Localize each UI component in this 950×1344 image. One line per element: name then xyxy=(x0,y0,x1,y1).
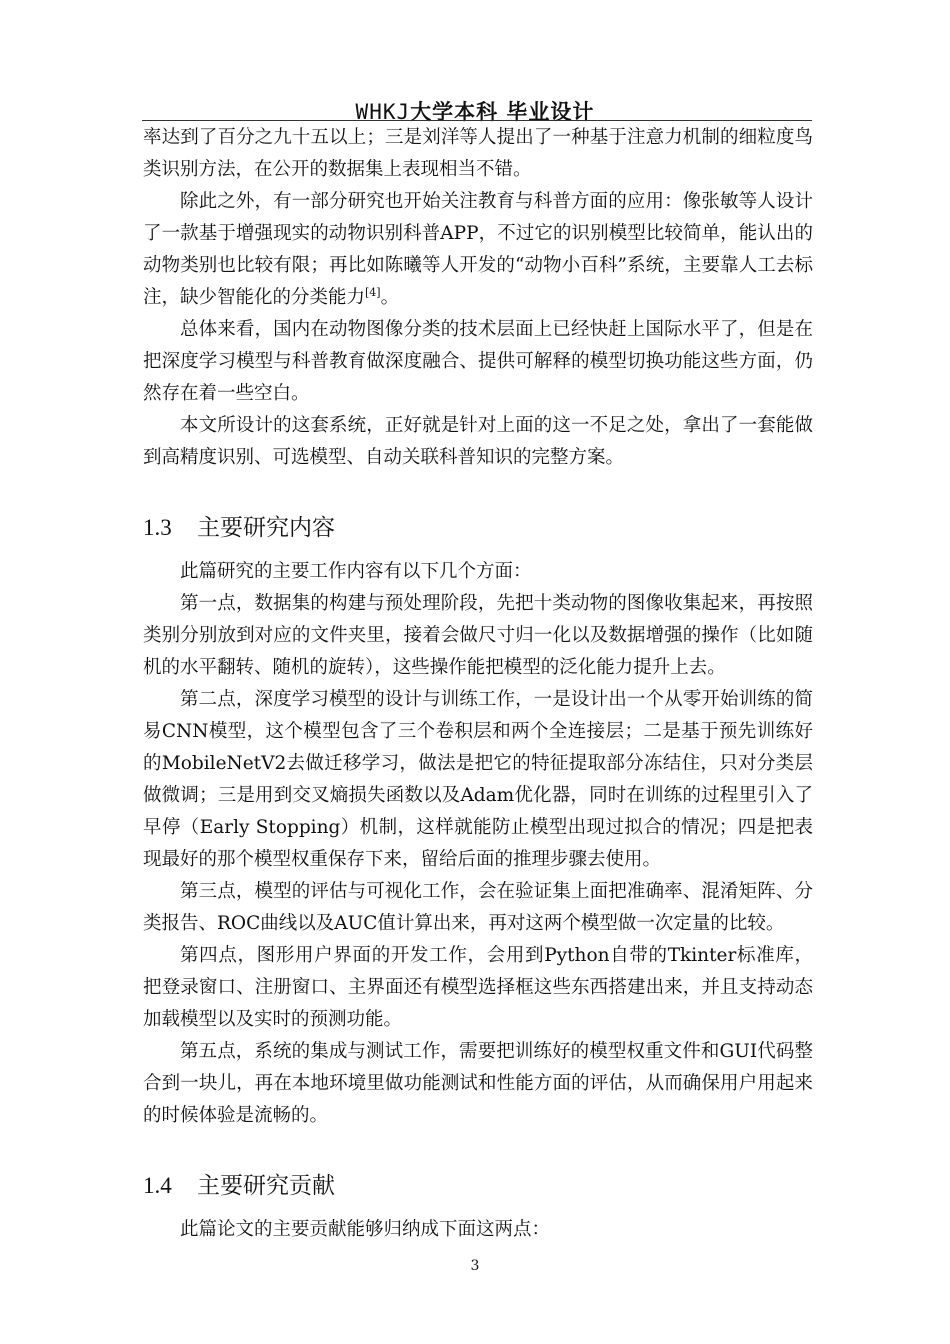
paragraph: 第三点，模型的评估与可视化工作，会在验证集上面把准确率、混淆矩阵、分类报告、ROC曲线以及AUC值计算出来，再对这两个模型做一次定量的比较。 xyxy=(143,881,813,934)
paragraph: 本文所设计的这套系统，正好就是针对上面的这一不足之处，拿出了一套能做到高精度识别、可选模型、自动关联科普知识的完整方案。 xyxy=(143,415,813,468)
header-latin: WHKJ xyxy=(355,100,411,124)
paragraph: 第五点，系统的集成与测试工作，需要把训练好的模型权重文件和GUI代码整合到一块儿，再在本地环境里做功能测试和性能方面的评估，从而确保用户用起来的时候体验是流畅的。 xyxy=(143,1041,813,1126)
section-title: 主要研究内容 xyxy=(197,515,335,541)
paragraph-text: 除此之外，有一部分研究也开始关注教育与科普方面的应用：像张敏等人设计了一款基于增强现实的动物识别科普APP，不过它的识别模型比较简单，能认出的动物类别也比较有限；再比如陈曦等人开发的“动物小百科”系统，主要靠人工去标注，缺少智能化的分类能力 xyxy=(143,191,813,308)
paragraph: 率达到了百分之九十五以上；三是刘洋等人提出了一种基于注意力机制的细粒度鸟类识别方法，在公开的数据集上表现相当不错。 xyxy=(143,127,813,180)
paragraph: 第二点，深度学习模型的设计与训练工作，一是设计出一个从零开始训练的简易CNN模型，这个模型包含了三个卷积层和两个全连接层；二是基于预先训练好的MobileNetV2去做迁移学习，做法是把它的特征提取部分冻结住，只对分类层做微调；三是用到交叉熵损失函数以及Adam优化器，同时在训练的过程里引入了早停（Early Stopping）机制，这样就能防止模型出现过拟合的情况；四是把表现最好的那个模型权重保存下来，留给后面的推理步骤去使用。 xyxy=(143,689,813,870)
paragraph: 此篇论文的主要贡献能够归纳成下面这两点： xyxy=(180,1219,551,1240)
header-rule xyxy=(142,120,812,121)
section-number: 1.4 xyxy=(143,1173,172,1198)
section-title: 主要研究贡献 xyxy=(197,1173,335,1199)
paragraph: 第四点，图形用户界面的开发工作，会用到Python自带的Tkinter标准库，把登录窗口、注册窗口、主界面还有模型选择框这些东西搭建出来，并且支持动态加载模型以及实时的预测功能。 xyxy=(143,945,813,1030)
section-number: 1.3 xyxy=(143,515,172,540)
page-number: 3 xyxy=(470,1258,480,1274)
header-title: 大学本科 毕业设计 xyxy=(410,99,595,124)
section-heading-1-4 xyxy=(143,1170,813,1202)
paragraph-tail: 。 xyxy=(380,287,400,308)
paragraph: 此篇研究的主要工作内容有以下几个方面： xyxy=(180,561,532,582)
citation: [4] xyxy=(365,285,381,299)
page-content xyxy=(143,122,813,1246)
paragraph: 总体来看，国内在动物图像分类的技术层面上已经快赶上国际水平了，但是在把深度学习模型与科普教育做深度融合、提供可解释的模型切换功能这些方面，仍然存在着一些空白。 xyxy=(143,319,813,404)
paragraph: 第一点，数据集的构建与预处理阶段，先把十类动物的图像收集起来，再按照类别分别放到对应的文件夹里，接着会做尺寸归一化以及数据增强的操作（比如随机的水平翻转、随机的旋转），这些操作能把模型的泛化能力提升上去。 xyxy=(143,593,813,678)
section-heading-1-3 xyxy=(143,512,813,544)
paragraph xyxy=(143,186,813,314)
